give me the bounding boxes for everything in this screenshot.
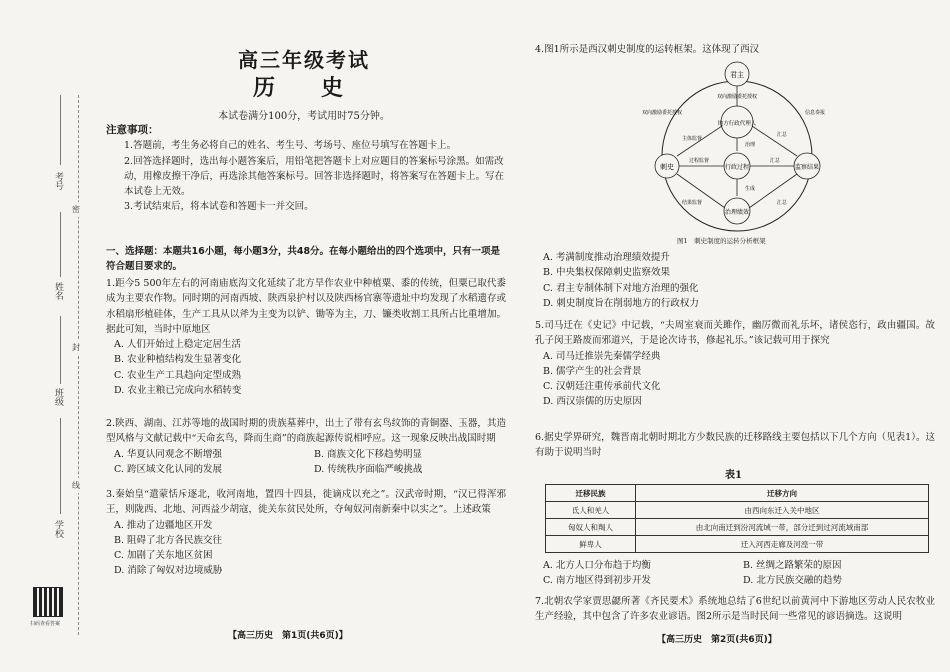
table-cell: 鲜卑人 [546,536,636,553]
node-emperor-label: 君主 [730,71,744,79]
class-line [60,316,61,384]
option-b[interactable]: B. 商族文化下移趋势明显 [314,448,423,460]
figure-caption: 图1 刺史制度的运转分析框架 [677,237,766,245]
table-cell: 由西向东迁入关中地区 [636,502,929,519]
migration-table [545,484,929,553]
notes-title: 注意事项： [106,124,159,136]
table-cell: 氐人和羌人 [546,502,636,519]
question-stem: 4.图1所示是西汉刺史制度的运转框架。这体现了西汉 [535,44,760,55]
table-header-row [546,485,929,502]
section-heading: 一、选择题：本题共16小题，每小题3分，共48分。在每小题给出的四个选项中，只有一项是符合题目要求的。 [106,246,501,272]
option-b[interactable]: B. 丝绸之路繁荣的原因 [743,560,842,571]
question-stem: 6.据史学界研究，魏晋南北朝时期北方少数民族的迁移路线主要包括以下几个方向（见表1）。这有助于说明当时 [535,432,935,459]
option-d[interactable]: D. 北方民族交融的趋势 [743,575,842,587]
node-supervision-label: 监察结果 [794,164,820,171]
footer-page-1: 【高三历史 第1页(共6页)】 [228,631,348,641]
node-admin-process-label: 行政过程 [724,164,750,171]
option-c[interactable]: C. 南方地区得到初步开发 [543,575,651,587]
option-b[interactable]: B. 阻碍了北方各民族交往 [114,534,223,546]
note-item: 1.答题前，考生务必将自己的姓名、考生号、考场号、座位号填写在答题卡上。 [124,140,457,152]
option-c[interactable]: C. 汉朝廷注重传承前代文化 [543,381,661,393]
option-a[interactable]: A. 考满制度推动治理绩效提升 [543,252,670,263]
exam-subject: 历 史 [252,76,355,101]
option-b[interactable]: B. 农业种植结构发生显著变化 [114,354,242,366]
footer-page-2: 【高三历史 第2页(共6页)】 [657,635,777,645]
question-3 [106,487,506,579]
table-row [546,502,929,519]
label-governance: 治理 [745,142,756,148]
label-summary-2: 汇总 [769,158,781,164]
score-info: 本试卷满分100分，考试用时75分钟。 [218,111,390,122]
option-d[interactable]: D. 农业主粮已完成向水稻转变 [114,385,242,397]
page-1 [98,0,510,672]
seal-char-xian: 线 [72,478,80,493]
question-5 [535,318,935,410]
option-a[interactable]: A. 推动了边疆地区开发 [114,519,213,531]
table-row [546,519,929,536]
label-process-supervise: 过程监督 [688,158,710,164]
option-c[interactable]: C. 加剧了关东地区贫困 [114,550,213,562]
exam-title: 高三年级考试 [238,48,370,72]
page-2 [527,0,940,672]
label-info-report: 信息奏报 [804,110,826,116]
label-result-supervise: 结果监督 [681,200,703,206]
label-summary-3: 汇总 [776,200,788,206]
table-cell: 匈奴人和羯人 [546,519,636,536]
school-line [60,418,61,514]
qr-code[interactable] [33,587,63,617]
label-subject-supervise: 主体监督 [681,136,703,142]
notes-section [106,123,506,215]
option-a[interactable]: A. 人们开始过上稳定定居生活 [114,339,241,351]
qr-caption: 扫码查看答案 [30,621,61,627]
table-row [546,536,929,553]
label-summary-1: 汇总 [776,132,788,138]
question-stem: 3.秦始皇“遣蒙恬斥逐北，收河南地，置四十四县，徙谪戍以充之”。汉武帝时期，“汉已得浑邪王，则陇西、北地、河西益少胡寇，徙关东贫民处所，夺匈奴河南新秦中以实之”。上述政策 [106,489,506,516]
question-1 [106,276,506,398]
question-7 [535,594,935,625]
node-cishi-label: 刺史 [660,163,674,171]
question-stem: 1.距今5 500年左右的河南庙底沟文化延续了北方旱作农业中种植粟、黍的传统，但粟已取代黍成为主要农作物。同时期的河南西坡、陕西泉护村以及陕西杨官寨等遗址中均发现了水稻遗存或水稻扇形植硅体，生产工具从以斧为主变为以铲、锄等为主，刀、镰类收割工具所占比重增加。据此可知，当时中原地区 [106,278,506,335]
question-6-options [535,558,935,589]
option-d[interactable]: D. 传统秩序面临严峻挑战 [314,463,423,475]
question-4-stem [535,42,935,57]
option-d[interactable]: D. 西汉崇儒的历史原因 [543,396,642,408]
option-b[interactable]: B. 中央集权保障刺史监察效果 [543,267,671,279]
question-4-options [535,250,935,311]
seal-char-mi: 密 [72,202,80,217]
school-label: 学校 [53,520,63,538]
exam-no-label: 考号 [53,172,63,190]
binding-strip [0,0,98,672]
question-stem: 7.北朝农学家贾思勰所著《齐民要术》系统地总结了6世纪以前黄河中下游地区劳动人民农牧业生产经验，其中包含了许多农业谚语。图2所示是当时民间一些常见的谚语摘选。这说明 [535,596,935,623]
table-header: 迁移方向 [636,485,929,502]
note-item: 2.回答选择题时，选出每小题答案后，用铅笔把答题卡上对应题目的答案标号涂黑。如需改动，用橡皮擦干净后，再选涂其他答案标号。回答非选择题时，将答案写在答题卡上。写在本试卷上无效。 [124,155,505,198]
seal-char-feng: 封 [72,340,80,355]
question-stem: 5.司马迁在《史记》中记载，“夫周室衰而关雎作，幽厉微而礼乐坏，诸侯恣行，政由疆国。故孔子闵王路废而邪道兴，于是论次诗书，修起礼乐。”该记载可用于探究 [535,320,935,347]
option-a[interactable]: A. 司马迁推崇先秦儒学经典 [543,350,661,362]
option-c[interactable]: C. 农业生产工具趋向定型成熟 [114,369,241,381]
option-c[interactable]: C. 君主专制体制下对地方治理的强化 [543,282,699,294]
table-title: 表1 [725,470,742,481]
option-d[interactable]: D. 消除了匈奴对边境威胁 [114,565,223,577]
table-cell: 迁入河西走廊及河湟一带 [636,536,929,553]
question-6-stem [535,430,935,461]
seal-line [78,95,79,635]
option-d[interactable]: D. 刺史制度旨在削弱地方的行政权力 [543,297,699,309]
option-a[interactable]: A. 北方人口分布趋于均衡 [543,560,651,571]
node-governance-label: 治理绩效 [724,209,750,216]
label-two-way: 双向激励委托授权 [716,94,758,100]
label-produce: 生成 [745,186,756,192]
class-label: 班级 [53,388,63,406]
option-a[interactable]: A. 华夏认同观念不断增强 [114,448,222,460]
table-header: 迁移民族 [546,485,636,502]
question-2 [106,416,506,477]
exam-no-line [60,95,61,165]
option-b[interactable]: B. 儒学产生的社会背景 [543,365,642,377]
node-local-agent-label: 地方行政代理人 [717,121,757,127]
cishi-diagram [637,56,837,236]
note-item: 3.考试结束后，将本试卷和答题卡一并交回。 [124,201,314,213]
label-two-way-left: 双向激励委托授权 [641,110,683,116]
name-line [60,212,61,277]
option-c[interactable]: C. 跨区域文化认同的发展 [114,463,222,475]
name-label: 姓名 [53,282,63,300]
table-cell: 由北向南迁到汾河流域一带，部分迁到过河流域南部 [636,519,929,536]
question-stem: 2.陕西、湖南、江苏等地的战国时期的贵族墓葬中，出土了带有玄鸟纹饰的青铜器、玉器，其造型风格与文献记载中“天命玄鸟，降而生商”的商族起源传说相呼应。这一现象反映出战国时期 [106,418,506,445]
